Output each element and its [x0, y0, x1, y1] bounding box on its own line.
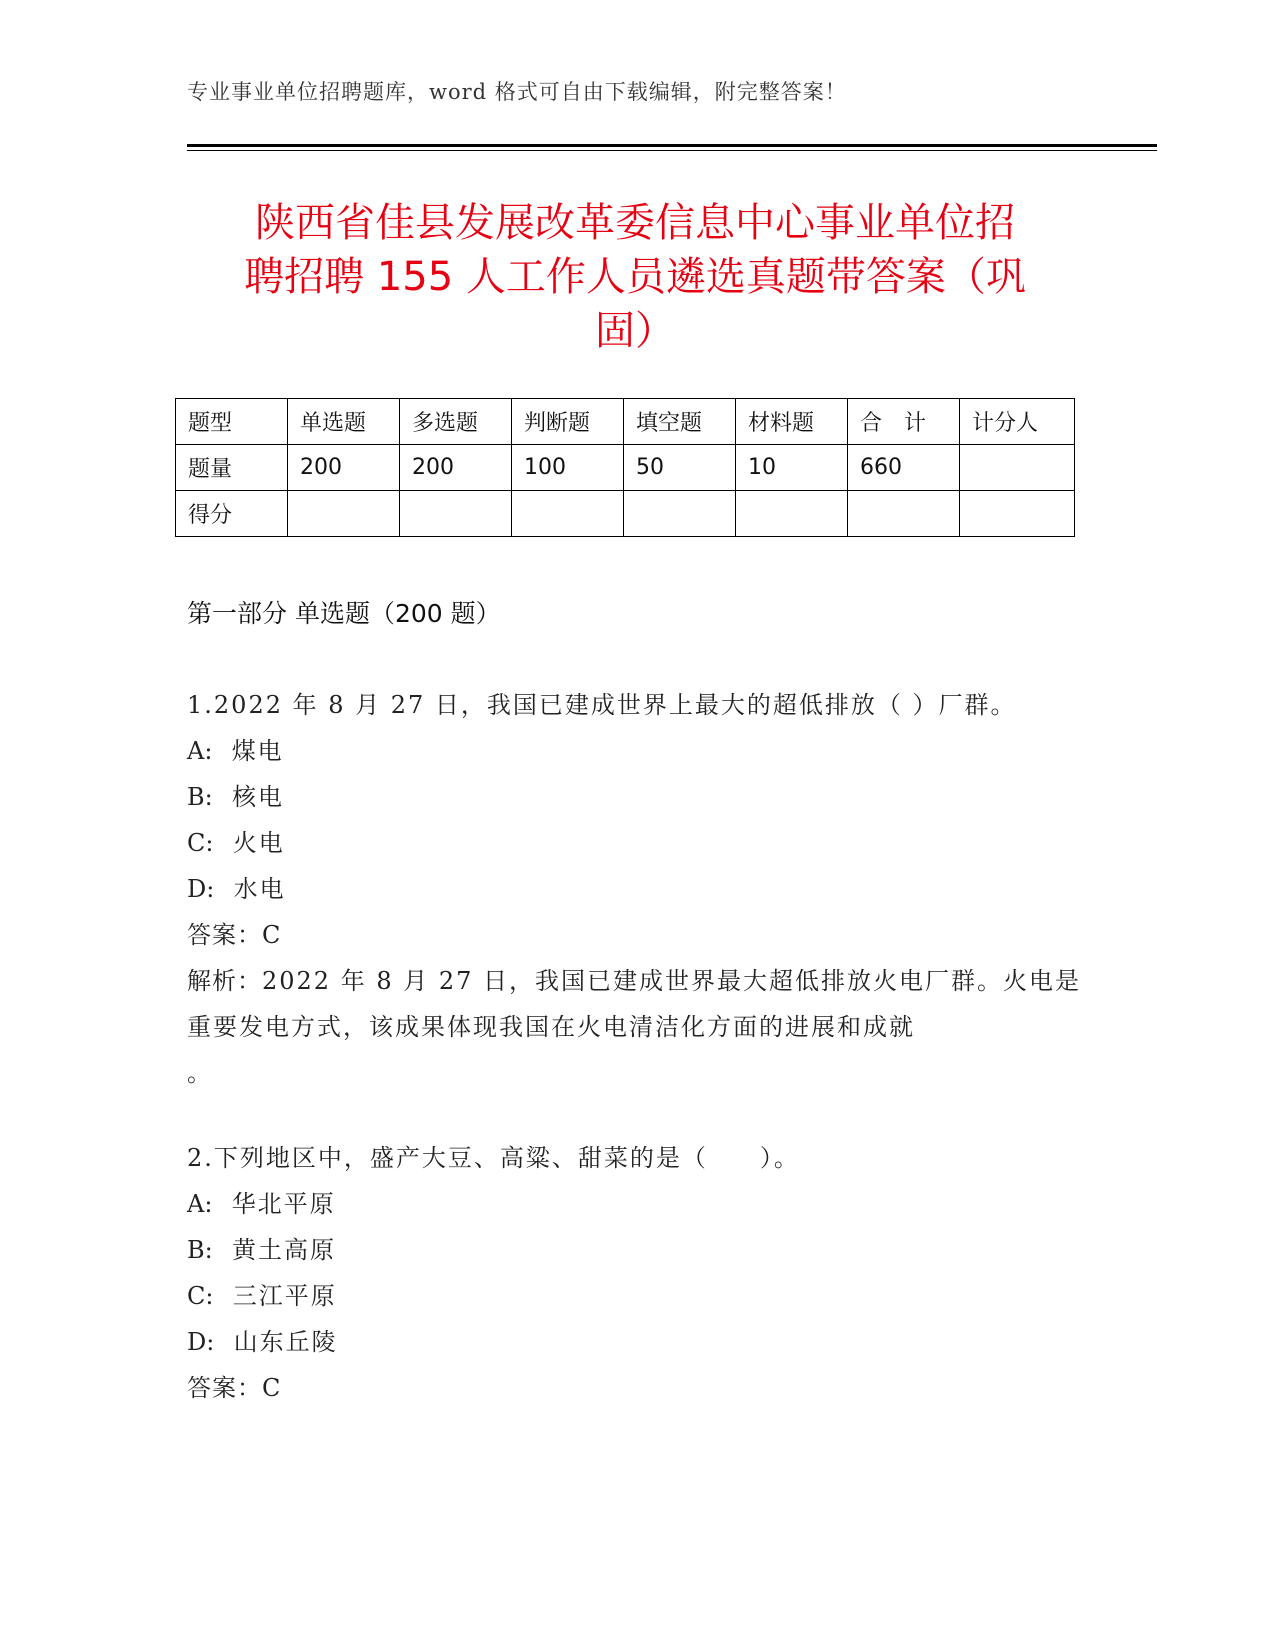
- question-option: [187, 728, 1087, 774]
- question-option: [187, 1181, 1087, 1227]
- table-cell: 200: [288, 445, 400, 491]
- header-rule-thin: [187, 150, 1157, 151]
- table-cell: [848, 491, 960, 537]
- table-cell: 多选题: [400, 399, 512, 445]
- table-row-score: [176, 491, 1075, 537]
- option-text: 三江平原: [232, 1282, 337, 1310]
- table-cell: 660: [848, 445, 960, 491]
- option-letter: B:: [187, 783, 213, 811]
- analysis-block: [187, 958, 1087, 1096]
- table-cell: [400, 491, 512, 537]
- answer-line: [187, 912, 1087, 958]
- question-stem: 2.下列地区中，盛产大豆、高粱、甜菜的是（ ）。: [187, 1144, 800, 1172]
- header-rule-thick: [187, 144, 1157, 147]
- option-text: 华北平原: [231, 1190, 336, 1218]
- table-cell: [624, 491, 736, 537]
- question-option: [187, 774, 1087, 820]
- title-line-3: 固）: [595, 308, 675, 354]
- section-title: 第一部分 单选题（200 题）: [187, 599, 501, 628]
- table-cell: 计分人: [960, 399, 1075, 445]
- page-header: 专业事业单位招聘题库，word 格式可自由下载编辑，附完整答案！: [187, 80, 847, 104]
- table-row-count: [176, 445, 1075, 491]
- table-cell: 得分: [176, 491, 288, 537]
- answer-line: [187, 1365, 1087, 1411]
- question-option: [187, 1273, 1087, 1319]
- analysis-tail: 。: [187, 1059, 213, 1087]
- option-letter: B:: [187, 1236, 213, 1264]
- answer-value: C: [262, 1374, 283, 1402]
- table-cell: 填空题: [624, 399, 736, 445]
- option-letter: A:: [187, 1190, 213, 1218]
- analysis-text: 2022 年 8 月 27 日，我国已建成世界最大超低排放火电厂群。火电是重要发电方式，该成果体现我国在火电清洁化方面的进展和成就: [187, 967, 1082, 1041]
- table-cell: [960, 445, 1075, 491]
- table-cell: 合 计: [848, 399, 960, 445]
- option-letter: C:: [187, 1282, 214, 1310]
- table-cell: [288, 491, 400, 537]
- table-cell: 100: [512, 445, 624, 491]
- option-letter: D:: [187, 875, 215, 903]
- question-option: [187, 1227, 1087, 1273]
- table-cell: 单选题: [288, 399, 400, 445]
- option-text: 煤电: [231, 737, 284, 765]
- table-cell: [736, 491, 848, 537]
- option-text: 水电: [233, 875, 286, 903]
- table-cell: [960, 491, 1075, 537]
- table-cell: 题量: [176, 445, 288, 491]
- table-cell: [512, 491, 624, 537]
- option-letter: A:: [187, 737, 213, 765]
- option-letter: D:: [187, 1328, 215, 1356]
- document-title: [195, 196, 1075, 358]
- table-cell: 50: [624, 445, 736, 491]
- title-line-1: 陕西省佳县发展改革委信息中心事业单位招: [255, 200, 1015, 246]
- answer-label: 答案：: [187, 1374, 262, 1402]
- analysis-label: 解析：: [187, 967, 262, 995]
- table-cell: 判断题: [512, 399, 624, 445]
- question-option: [187, 820, 1087, 866]
- question-option: [187, 1319, 1087, 1365]
- title-line-2: 聘招聘 155 人工作人员遴选真题带答案（巩: [244, 254, 1026, 300]
- option-letter: C:: [187, 829, 214, 857]
- option-text: 山东丘陵: [233, 1328, 338, 1356]
- score-table: [175, 398, 1075, 537]
- table-cell: 材料题: [736, 399, 848, 445]
- answer-value: C: [262, 921, 283, 949]
- option-text: 核电: [232, 783, 284, 811]
- table-cell: 200: [400, 445, 512, 491]
- question-2: [187, 1135, 1087, 1411]
- question-stem: 1.2022 年 8 月 27 日，我国已建成世界上最大的超低排放（ ）厂群。: [187, 691, 1017, 719]
- option-text: 黄土高原: [232, 1236, 336, 1264]
- answer-label: 答案：: [187, 921, 262, 949]
- option-text: 火电: [232, 829, 285, 857]
- question-1: [187, 682, 1087, 1096]
- table-cell: 10: [736, 445, 848, 491]
- table-cell: 题型: [176, 399, 288, 445]
- table-row-header: [176, 399, 1075, 445]
- question-option: [187, 866, 1087, 912]
